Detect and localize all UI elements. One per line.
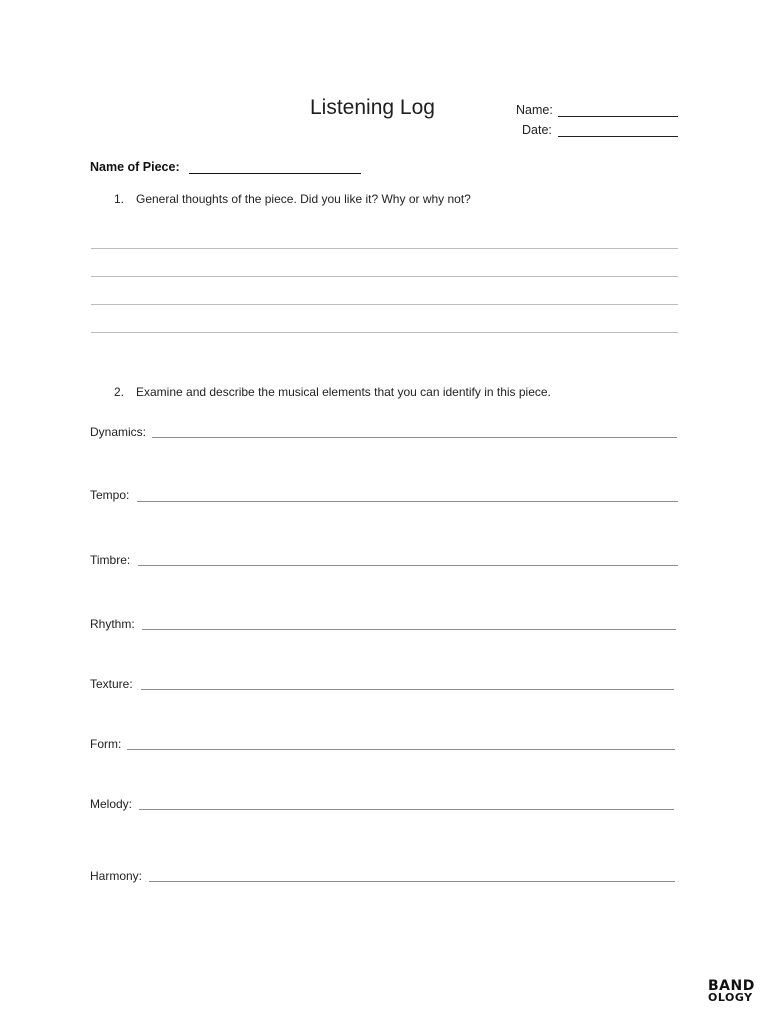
date-label: Date: xyxy=(522,123,552,137)
timbre-field-line[interactable] xyxy=(138,565,678,566)
dynamics-field-line[interactable] xyxy=(152,437,677,438)
texture-label: Texture: xyxy=(90,677,133,691)
date-field-line[interactable] xyxy=(558,136,678,137)
logo-line-1: BAND xyxy=(708,978,755,994)
timbre-label: Timbre: xyxy=(90,553,131,567)
piece-name-label: Name of Piece: xyxy=(90,160,180,174)
tempo-field-line[interactable] xyxy=(137,501,678,502)
form-label: Form: xyxy=(90,737,122,751)
answer-line-2[interactable] xyxy=(91,276,678,277)
question-1-number: 1. xyxy=(114,192,125,206)
page-title: Listening Log xyxy=(310,96,435,119)
question-2-text: Examine and describe the musical elements that you can identify in this piece. xyxy=(136,385,551,399)
rhythm-field-line[interactable] xyxy=(142,629,676,630)
tempo-label: Tempo: xyxy=(90,488,130,502)
melody-field-line[interactable] xyxy=(139,809,674,810)
bandology-logo xyxy=(708,980,758,1004)
name-label: Name: xyxy=(516,103,553,117)
harmony-label: Harmony: xyxy=(90,869,143,883)
texture-field-line[interactable] xyxy=(141,689,674,690)
name-field-line[interactable] xyxy=(558,116,678,117)
question-1-text: General thoughts of the piece. Did you like it? Why or why not? xyxy=(136,192,471,206)
rhythm-label: Rhythm: xyxy=(90,617,135,631)
melody-label: Melody: xyxy=(90,797,133,811)
dynamics-label: Dynamics: xyxy=(90,425,147,439)
piece-name-field-line[interactable] xyxy=(189,173,361,174)
harmony-field-line[interactable] xyxy=(149,881,675,882)
logo-line-2: OLOGY xyxy=(708,991,753,1004)
question-2-number: 2. xyxy=(114,385,125,399)
answer-line-1[interactable] xyxy=(91,248,678,249)
form-field-line[interactable] xyxy=(127,749,675,750)
answer-line-4[interactable] xyxy=(91,332,678,333)
answer-line-3[interactable] xyxy=(91,304,678,305)
